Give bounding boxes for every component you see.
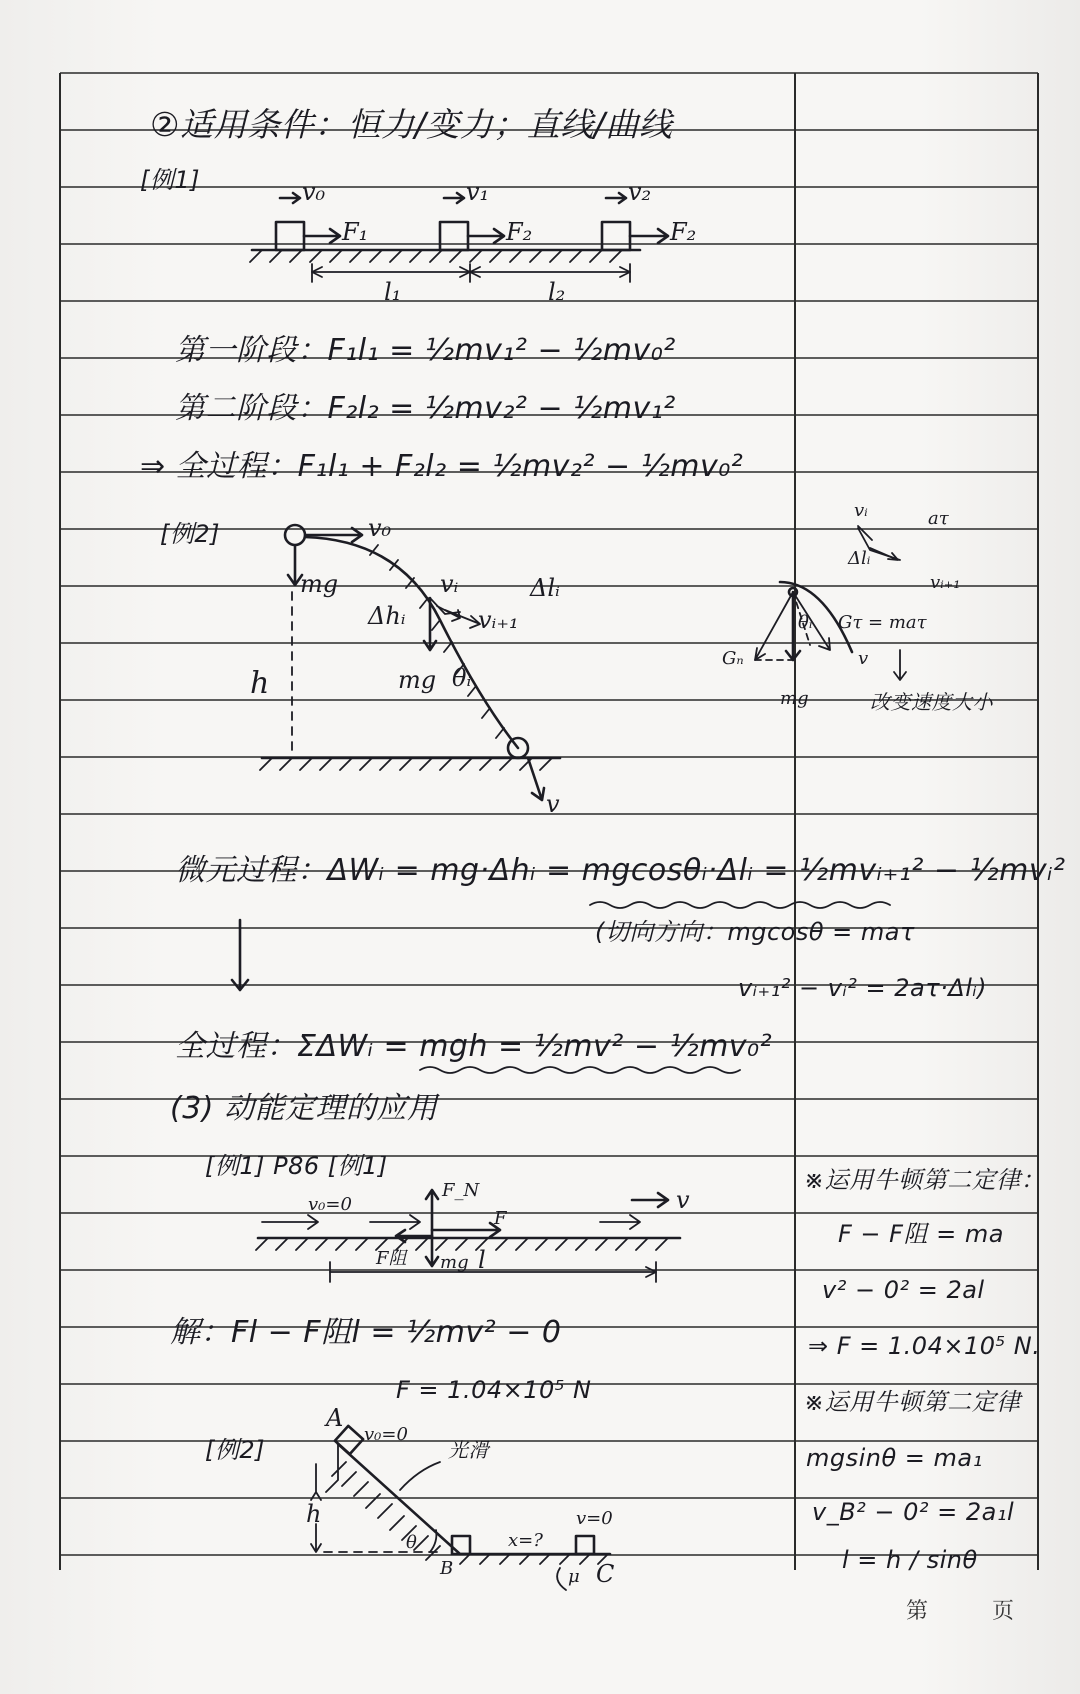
ex1-v1: v₁ bbox=[466, 178, 490, 206]
ex4-theta: θ bbox=[406, 1532, 417, 1553]
right1-line2: v² − 0² = 2al bbox=[822, 1276, 985, 1304]
solution-F: F = 1.04×10⁵ N bbox=[396, 1376, 592, 1404]
ex4-v0: v₀=0 bbox=[364, 1424, 408, 1445]
ex2-v0: v₀ bbox=[368, 514, 392, 542]
ex4-x: x=? bbox=[508, 1530, 543, 1551]
ex4-vc: v=0 bbox=[576, 1508, 613, 1529]
ex3-l: l bbox=[478, 1246, 486, 1274]
ex3-title: [例1] P86 [例1] bbox=[205, 1152, 388, 1180]
side-vi: vᵢ bbox=[854, 500, 868, 521]
micro-note-1: (切向方向：mgcosθ = maτ bbox=[595, 918, 915, 946]
ex4-mu: μ bbox=[568, 1566, 580, 1587]
down-arrow bbox=[232, 920, 248, 990]
right2-line2: v_B² − 0² = 2a₁l bbox=[812, 1498, 1015, 1526]
wavy-underline-2 bbox=[420, 1067, 740, 1073]
wavy-underline-1 bbox=[590, 902, 890, 908]
ex4-C: C bbox=[596, 1560, 615, 1588]
ex2-h: h bbox=[250, 666, 270, 701]
diagram-side-forces bbox=[755, 526, 906, 680]
diagram-ex1-blocks bbox=[250, 193, 668, 282]
ex4-h: h bbox=[306, 1500, 322, 1528]
ex2-title: [例2] bbox=[160, 520, 220, 548]
ex2-vi: vᵢ bbox=[440, 570, 459, 598]
ex1-F1: F₁ bbox=[342, 218, 369, 246]
ex4-smooth: 光滑 bbox=[448, 1438, 489, 1462]
ex1-l1: l₁ bbox=[384, 278, 402, 306]
stage1-eq: 第一阶段：F₁l₁ = ½mv₁² − ½mv₀² bbox=[175, 333, 676, 368]
ex1-F2: F₂ bbox=[506, 218, 533, 246]
section3-heading: (3) 动能定理的应用 bbox=[170, 1091, 438, 1126]
micro-note-2: vᵢ₊₁² − vᵢ² = 2aτ·Δlᵢ) bbox=[738, 974, 988, 1002]
side-mg: mg bbox=[780, 688, 809, 709]
diagram-ex2-curve bbox=[260, 525, 560, 800]
side-v: v bbox=[858, 648, 869, 669]
ex2-theta: θᵢ bbox=[452, 664, 472, 692]
side-theta: θᵢ bbox=[798, 612, 813, 633]
right2-title: ※运用牛顿第二定律 bbox=[804, 1388, 1021, 1416]
side-vi1: vᵢ₊₁ bbox=[930, 572, 961, 593]
ex2-v: v bbox=[546, 790, 560, 818]
solution-eq: 解：Fl − F阻l = ½mv² − 0 bbox=[170, 1315, 562, 1350]
side-note: 改变速度大小 bbox=[870, 690, 993, 714]
ex2-mg2: mg bbox=[398, 666, 437, 694]
ex4-A: A bbox=[326, 1404, 344, 1432]
ex1-l2: l₂ bbox=[548, 278, 566, 306]
ex1-v0: v₀ bbox=[302, 178, 326, 206]
ex3-v0: v₀=0 bbox=[308, 1194, 352, 1215]
ex3-v: v bbox=[676, 1186, 690, 1214]
micro-eq: 微元过程：ΔWᵢ = mg·Δhᵢ = mgcosθᵢ·Δlᵢ = ½mvᵢ₊₁² − ½mvᵢ² bbox=[175, 853, 1066, 888]
right2-line1: mgsinθ = ma₁ bbox=[806, 1444, 983, 1472]
ex3-fn: F_N bbox=[442, 1180, 480, 1201]
right2-line3: l = h / sinθ bbox=[842, 1546, 978, 1574]
whole2-eq: 全过程：ΣΔWᵢ = mgh = ½mv² − ½mv₀² bbox=[175, 1029, 773, 1064]
footer-ye: 页 bbox=[992, 1599, 1015, 1624]
ex3-f: F bbox=[494, 1208, 507, 1229]
ex1-v2: v₂ bbox=[628, 178, 652, 206]
right1-line1: F − F阻 = ma bbox=[838, 1220, 1004, 1248]
stage2-eq: 第二阶段：F₂l₂ = ½mv₂² − ½mv₁² bbox=[175, 391, 676, 426]
side-at: aτ bbox=[928, 508, 949, 529]
ex2-dli: Δlᵢ bbox=[530, 574, 560, 602]
ex3-fz: F阻 bbox=[376, 1248, 407, 1269]
ex4-title: [例2] bbox=[205, 1436, 265, 1464]
side-gt: Gτ = maτ bbox=[838, 612, 927, 633]
right1-title: ※运用牛顿第二定律： bbox=[804, 1166, 1046, 1194]
side-dli: Δlᵢ bbox=[848, 548, 871, 569]
ex1-title: [例1] bbox=[140, 166, 200, 194]
ex2-dhi: Δhᵢ bbox=[368, 602, 406, 630]
header-conditions: ②适用条件：恒力/变力；直线/曲线 bbox=[150, 105, 673, 144]
side-gn: Gₙ bbox=[722, 648, 744, 669]
ex4-B: B bbox=[440, 1558, 454, 1579]
whole1-eq: ⇒ 全过程：F₁l₁ + F₂l₂ = ½mv₂² − ½mv₀² bbox=[140, 449, 744, 484]
ex1-F2b: F₂ bbox=[670, 218, 697, 246]
ex3-mg: mg bbox=[440, 1252, 469, 1273]
footer-di: 第 bbox=[906, 1599, 929, 1624]
right1-line3: ⇒ F = 1.04×10⁵ N. bbox=[808, 1332, 1041, 1360]
ex2-vi1: vᵢ₊₁ bbox=[478, 606, 519, 634]
ex2-mg: mg bbox=[300, 570, 339, 598]
